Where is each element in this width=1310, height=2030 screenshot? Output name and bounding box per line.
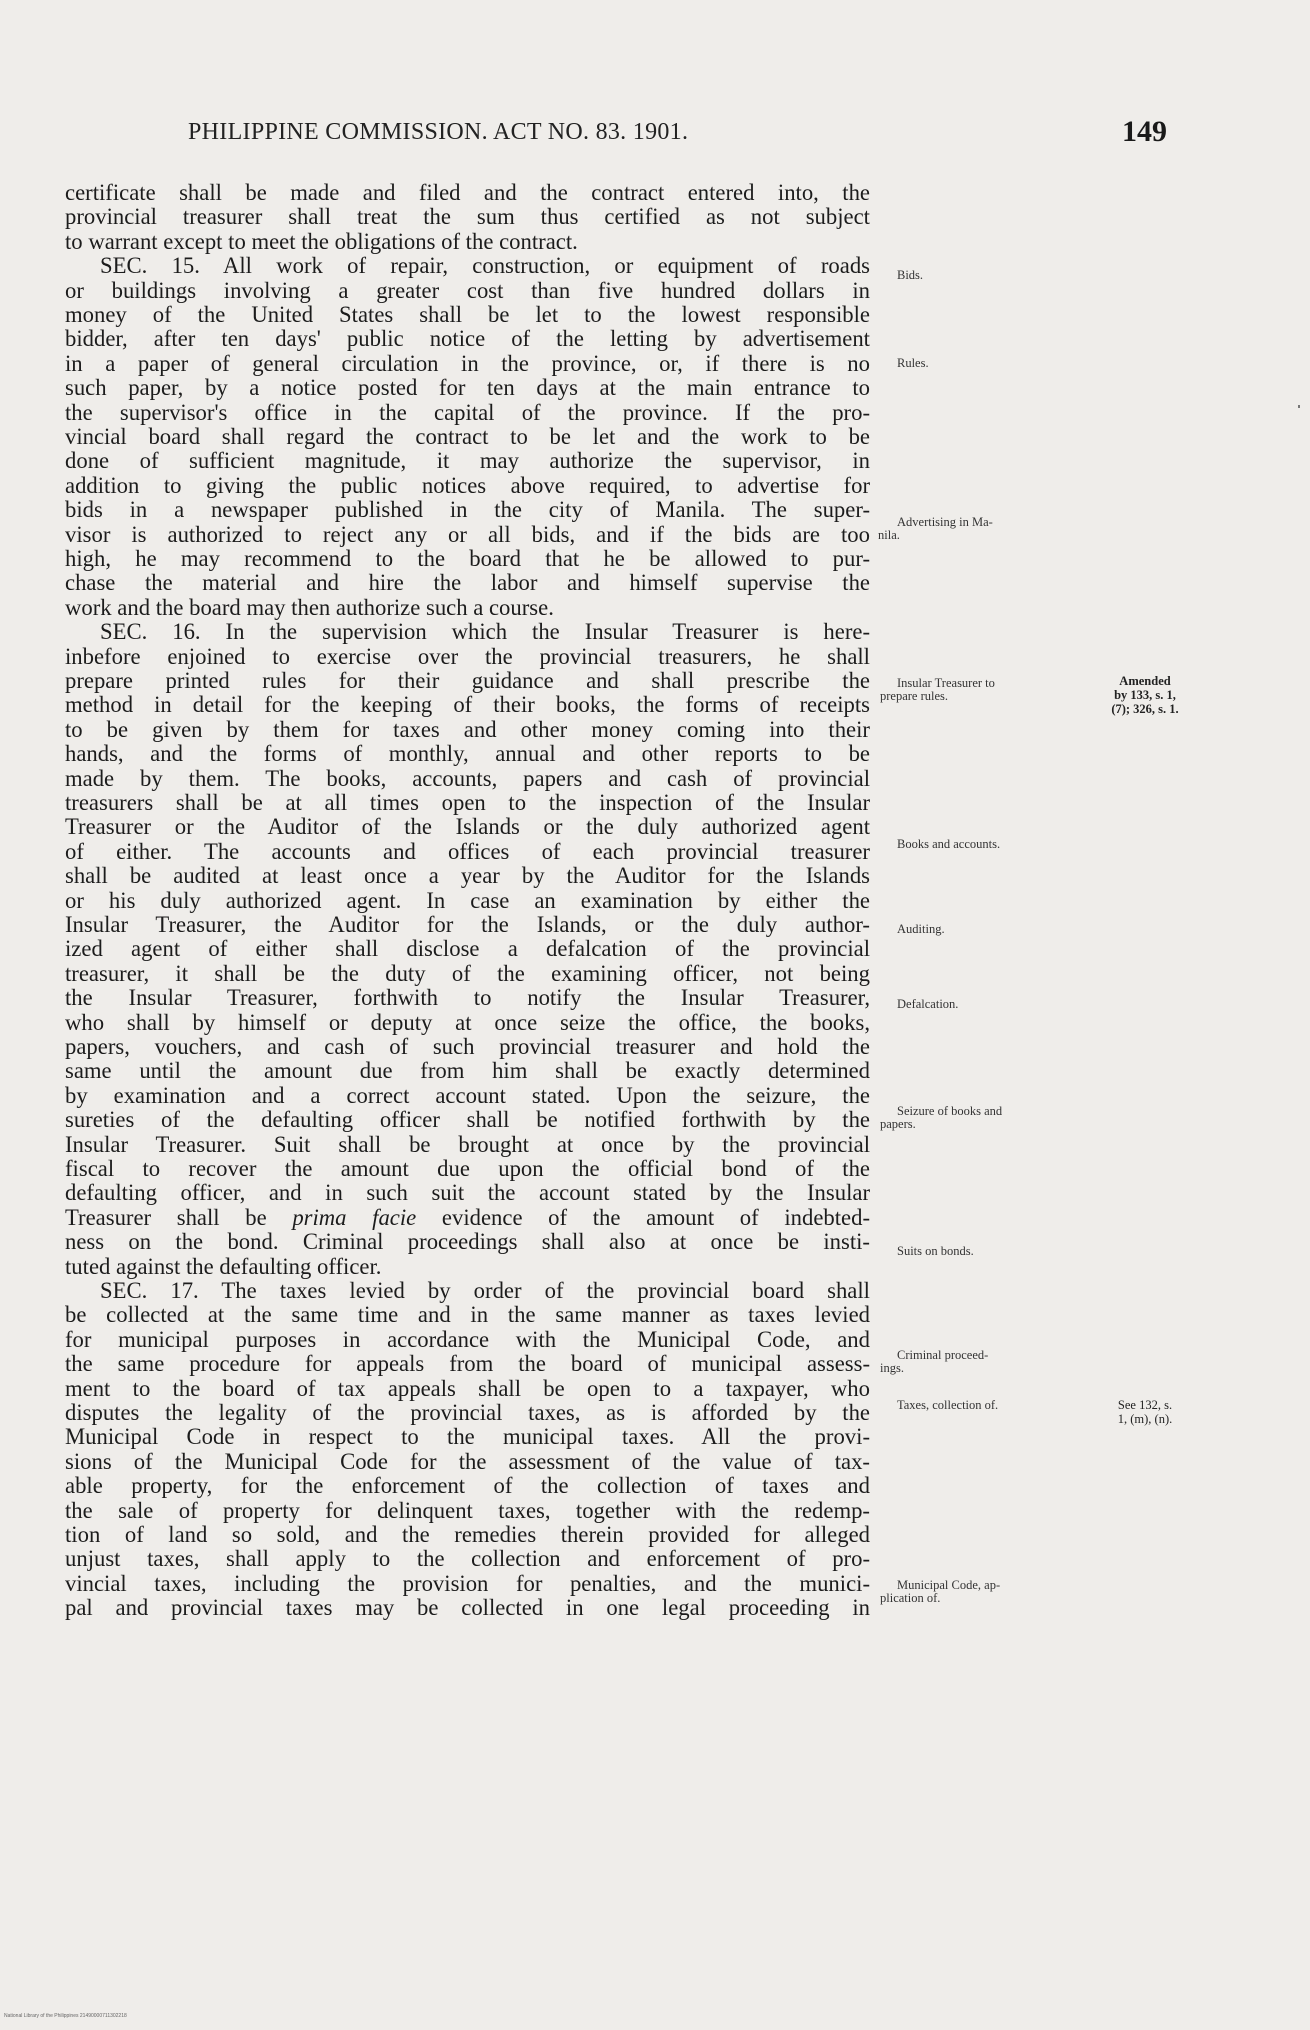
text-line: high, he may recommend to the board that he be allowed to pur- bbox=[65, 546, 870, 571]
text-line: to warrant except to meet the obligations of the contract. bbox=[65, 228, 578, 254]
text-line: Treasurer or the Auditor of the Islands or the duly authorized agent bbox=[65, 814, 870, 840]
text-line: shall be audited at least once a year by the Auditor for the Islands bbox=[65, 863, 870, 889]
text-line: inbefore enjoined to exercise over the provincial treasurers, he shall bbox=[65, 643, 870, 669]
section-heading-line: SEC. 16. In the supervision which the Insular Treasurer is here- bbox=[100, 619, 870, 645]
text-line: provincial treasurer shall treat the sum thus certified as not subject bbox=[65, 204, 870, 230]
cross-reference-line: See 132, s. bbox=[1117, 1398, 1173, 1412]
margin-note-suits: Suits on bonds. bbox=[897, 1244, 974, 1258]
section-heading-line: SEC. 17. The taxes levied by order of the provincial board shall bbox=[100, 1278, 870, 1303]
text-line: sions of the Municipal Code for the assessment of the value of tax- bbox=[65, 1448, 870, 1474]
text-line: vincial taxes, including the provision for penalties, and the munici- bbox=[65, 1570, 870, 1596]
text-line: money of the United States shall be let to the lowest responsible bbox=[65, 302, 870, 327]
text-line: who shall by himself or deputy at once seize the office, the books, bbox=[65, 1009, 870, 1035]
margin-note-seizure-cont: papers. bbox=[880, 1117, 916, 1131]
margin-note-advertising: Advertising in Ma- bbox=[897, 515, 993, 529]
text-line: treasurers shall be at all times open to the inspection of the Insular bbox=[65, 790, 870, 815]
italic-phrase: prima facie bbox=[292, 1204, 417, 1230]
text-line: sureties of the defaulting officer shall be notified forthwith by the bbox=[65, 1107, 870, 1133]
text-line: of either. The accounts and offices of each provincial treasurer bbox=[65, 838, 870, 864]
text-line: be collected at the same time and in the same manner as taxes levied bbox=[65, 1302, 870, 1328]
text-line: able property, for the enforcement of the collection of taxes and bbox=[65, 1473, 870, 1499]
margin-note-defalcation: Defalcation. bbox=[897, 997, 959, 1011]
text-line: the Insular Treasurer, forthwith to notify the Insular Treasurer, bbox=[65, 985, 870, 1011]
margin-note-advertising-cont: nila. bbox=[878, 528, 900, 542]
text-line: certificate shall be made and filed and the contract entered into, the bbox=[65, 180, 870, 205]
text-line: bidder, after ten days' public notice of the letting by advertisement bbox=[65, 326, 870, 352]
text-line: ness on the bond. Criminal proceedings shall also at once be insti- bbox=[65, 1229, 870, 1255]
text-line: work and the board may then authorize such a course. bbox=[65, 594, 554, 620]
margin-note-seizure: Seizure of books and bbox=[897, 1104, 1003, 1118]
page-number: 149 bbox=[1122, 115, 1167, 148]
margin-note-municipal-code: Municipal Code, ap- bbox=[897, 1578, 1001, 1592]
margin-note-books: Books and accounts. bbox=[897, 837, 1001, 851]
text-line: defaulting officer, and in such suit the account stated by the Insular bbox=[65, 1180, 870, 1206]
margin-note-insular-treasurer: Insular Treasurer to bbox=[897, 676, 995, 690]
text-line: the same procedure for appeals from the board of municipal assess- bbox=[65, 1351, 870, 1377]
text-line: Insular Treasurer, the Auditor for the Islands, or the duly author- bbox=[65, 912, 870, 937]
margin-note-criminal: Criminal proceed- bbox=[897, 1348, 989, 1362]
text-line: treasurer, it shall be the duty of the examining officer, not being bbox=[65, 960, 870, 986]
text-line: prepare printed rules for their guidance and shall prescribe the bbox=[65, 668, 870, 693]
text-line: papers, vouchers, and cash of such provincial treasurer and hold the bbox=[65, 1034, 870, 1059]
margin-note-rules: Rules. bbox=[897, 356, 929, 370]
text-line: the supervisor's office in the capital of the province. If the pro- bbox=[65, 399, 870, 425]
amendment-line: by 133, s. 1, bbox=[1114, 688, 1176, 702]
text-line: disputes the legality of the provincial taxes, as is afforded by the bbox=[65, 1400, 870, 1425]
text-line: the sale of property for delinquent taxes, together with the redemp- bbox=[65, 1497, 870, 1523]
text-line: or his duly authorized agent. In case an examination by either the bbox=[65, 887, 870, 913]
text-line: tion of land so sold, and the remedies therein provided for alleged bbox=[65, 1522, 870, 1547]
text-line: by examination and a correct account stated. Upon the seizure, the bbox=[65, 1082, 870, 1108]
section-heading-line: SEC. 15. All work of repair, construction, or equipment of roads bbox=[100, 253, 870, 279]
text-line: to be given by them for taxes and other money coming into their bbox=[65, 716, 870, 742]
text-line: made by them. The books, accounts, papers and cash of provincial bbox=[65, 765, 870, 791]
amendment-line: (7); 326, s. 1. bbox=[1111, 702, 1179, 716]
edge-mark bbox=[1298, 405, 1300, 408]
cross-reference-line: 1, (m), (n). bbox=[1117, 1412, 1173, 1426]
cross-reference-note bbox=[1095, 1398, 1195, 1426]
text-line: in a paper of general circulation in the province, or, if there is no bbox=[65, 350, 870, 376]
margin-note-insular-treasurer-cont: prepare rules. bbox=[880, 689, 949, 703]
text-line: chase the material and hire the labor and himself supervise the bbox=[65, 570, 870, 596]
footer-credit: National Library of the Philippines 21490000711302218 bbox=[4, 2013, 127, 2019]
text-line: ized agent of either shall disclose a defalcation of the provincial bbox=[65, 936, 870, 962]
text-line: method in detail for the keeping of their books, the forms of receipts bbox=[65, 692, 870, 718]
margin-note-bids: Bids. bbox=[897, 268, 924, 282]
text-line: such paper, by a notice posted for ten days at the main entrance to bbox=[65, 375, 870, 401]
amendment-note bbox=[1095, 674, 1195, 716]
text-line: hands, and the forms of monthly, annual and other reports to be bbox=[65, 741, 870, 767]
text-line: ment to the board of tax appeals shall be open to a taxpayer, who bbox=[65, 1375, 870, 1401]
text-line: vincial board shall regard the contract to be let and the work to be bbox=[65, 424, 870, 449]
text-line: same until the amount due from him shall be exactly determined bbox=[65, 1058, 870, 1084]
margin-note-municipal-code-cont: plication of. bbox=[880, 1591, 941, 1605]
text-line: unjust taxes, shall apply to the collection and enforcement of pro- bbox=[65, 1546, 870, 1572]
amendment-line: Amended bbox=[1119, 674, 1171, 688]
text-line: fiscal to recover the amount due upon the official bond of the bbox=[65, 1156, 870, 1181]
text-line-prima-facie: Treasurer shall be prima facie evidence of the amount of indebted- bbox=[65, 1204, 871, 1230]
margin-note-auditing: Auditing. bbox=[897, 922, 945, 936]
text-line: Insular Treasurer. Suit shall be brought at once by the provincial bbox=[65, 1131, 870, 1157]
text-line: for municipal purposes in accordance with the Municipal Code, and bbox=[65, 1326, 870, 1352]
running-head: PHILIPPINE COMMISSION. ACT NO. 83. 1901. bbox=[188, 119, 689, 145]
text-line: pal and provincial taxes may be collected in one legal proceeding in bbox=[65, 1595, 870, 1621]
text-line: bids in a newspaper published in the city of Manila. The super- bbox=[65, 497, 870, 523]
text-line: tuted against the defaulting officer. bbox=[65, 1253, 382, 1279]
text-line: done of sufficient magnitude, it may authorize the supervisor, in bbox=[65, 448, 870, 474]
text-line: or buildings involving a greater cost than five hundred dollars in bbox=[65, 277, 870, 303]
margin-note-taxes: Taxes, collection of. bbox=[897, 1398, 999, 1412]
text-line: addition to giving the public notices above required, to advertise for bbox=[65, 472, 870, 498]
text-line: visor is authorized to reject any or all bids, and if the bids are too bbox=[65, 521, 870, 547]
margin-note-criminal-cont: ings. bbox=[880, 1361, 904, 1375]
text-line: Municipal Code in respect to the municipal taxes. All the provi- bbox=[65, 1424, 870, 1450]
